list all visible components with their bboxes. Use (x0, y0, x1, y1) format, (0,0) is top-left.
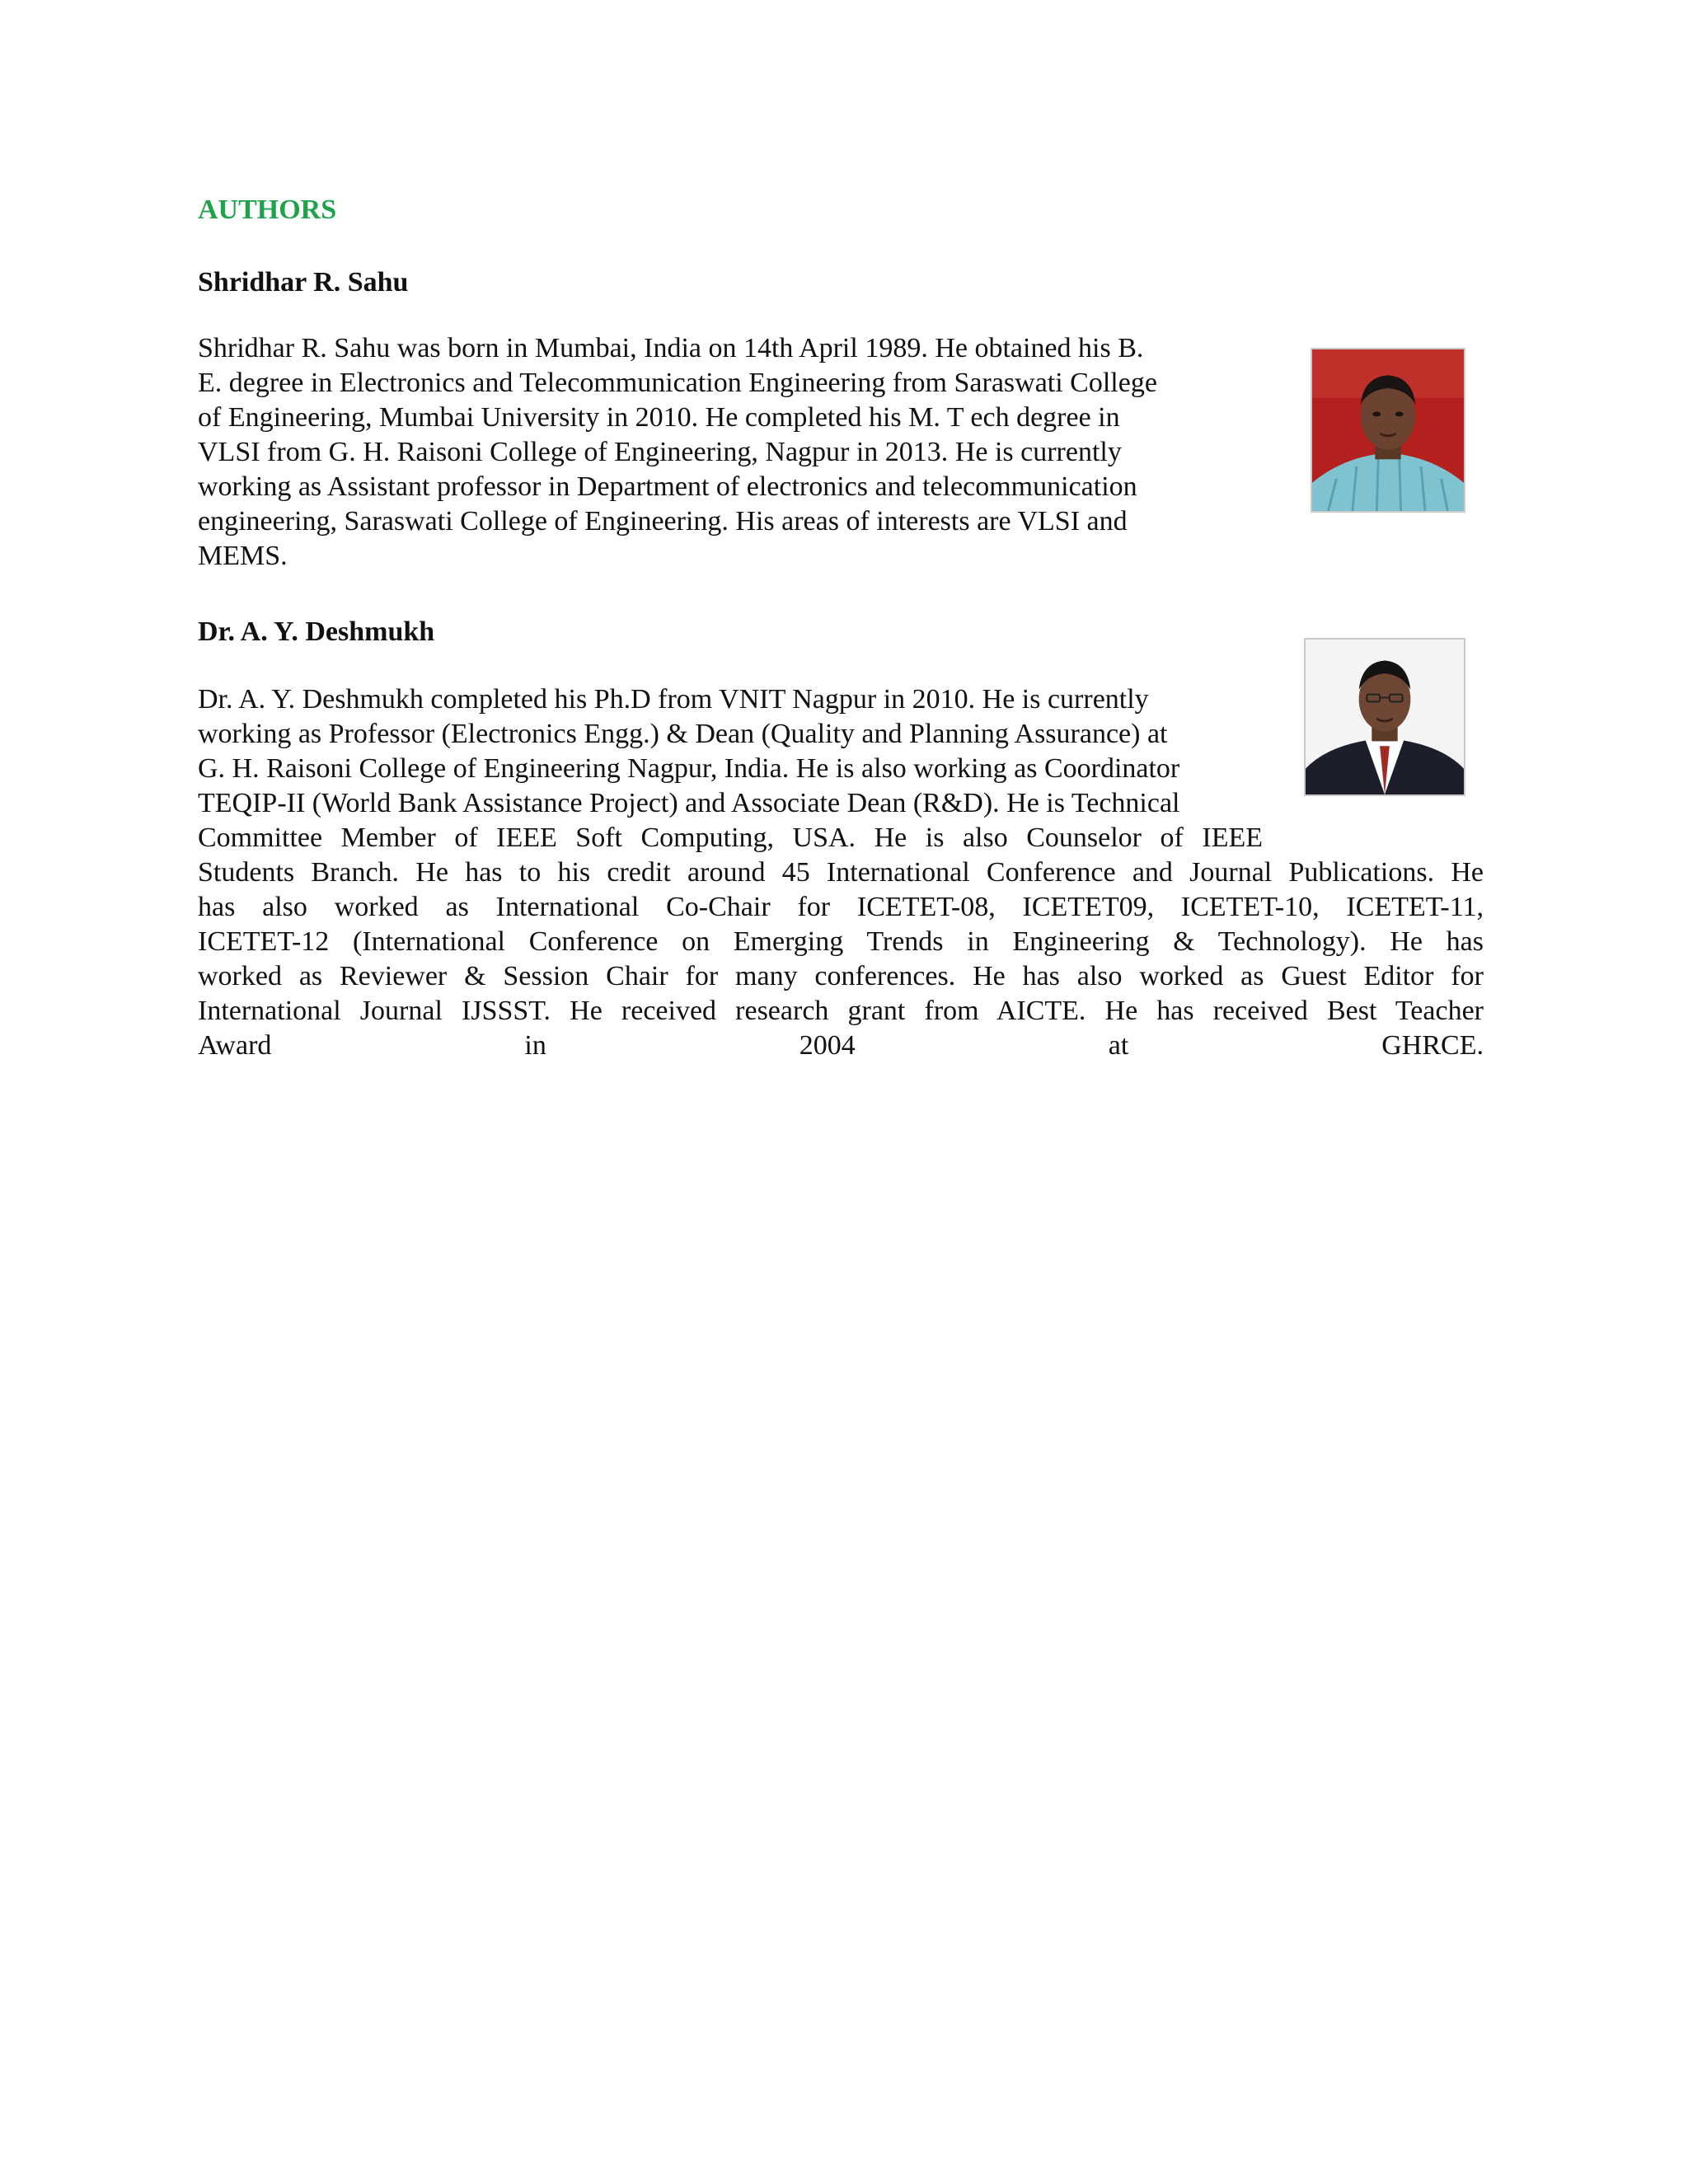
bio-line: MEMS. (198, 541, 288, 571)
bio-line: ICETET-12 (International Conference on Emerging Trends in Engineering & Technology). He has (198, 926, 1484, 957)
author-photo-deshmukh (1304, 638, 1465, 796)
bio-line: Dr. A. Y. Deshmukh completed his Ph.D from VNIT Nagpur in 2010. He is currently (198, 684, 1149, 715)
author-photo-sahu (1311, 348, 1465, 513)
author-bio-deshmukh-narrow (198, 682, 1263, 855)
bio-line: E. degree in Electronics and Telecommunication Engineering from Saraswati College (198, 368, 1157, 398)
author-bio-deshmukh-wide (198, 855, 1484, 1063)
bio-line: G. H. Raisoni College of Engineering Nagpur, India. He is also working as Coordinator (198, 753, 1180, 784)
author-portrait-icon (1306, 640, 1464, 794)
bio-line: Shridhar R. Sahu was born in Mumbai, India on 14th April 1989. He obtained his B. (198, 333, 1144, 363)
bio-line: TEQIP-II (World Bank Assistance Project) and Associate Dean (R&D). He is Technical (198, 788, 1180, 818)
author-bio-sahu (198, 331, 1157, 574)
author-name-deshmukh: Dr. A. Y. Deshmukh (198, 616, 435, 647)
author-portrait-icon (1312, 349, 1464, 511)
bio-line: International Journal IJSSST. He received research grant from AICTE. He has received Best Teacher (198, 996, 1484, 1026)
author-name-sahu: Shridhar R. Sahu (198, 267, 409, 298)
bio-line: working as Assistant professor in Department of electronics and telecommunication (198, 471, 1137, 502)
bio-line: engineering, Saraswati College of Engineering. His areas of interests are VLSI and (198, 506, 1128, 537)
bio-line: Students Branch. He has to his credit around 45 International Conference and Journal Publications. He (198, 857, 1484, 888)
bio-line: VLSI from G. H. Raisoni College of Engineering, Nagpur in 2013. He is currently (198, 437, 1122, 467)
bio-line: has also worked as International Co-Chair for ICETET-08, ICETET09, ICETET-10, ICETET-11, (198, 892, 1484, 922)
bio-line: of Engineering, Mumbai University in 2010. He completed his M. T ech degree in (198, 402, 1120, 433)
bio-line: Committee Member of IEEE Soft Computing, USA. He is also Counselor of IEEE (198, 823, 1263, 853)
bio-line: worked as Reviewer & Session Chair for many conferences. He has also worked as Guest Editor for (198, 961, 1484, 991)
bio-line: working as Professor (Electronics Engg.) & Dean (Quality and Planning Assurance) at (198, 719, 1168, 749)
section-heading: AUTHORS (198, 194, 337, 225)
bio-line: Award in 2004 at GHRCE. (198, 1030, 1484, 1061)
